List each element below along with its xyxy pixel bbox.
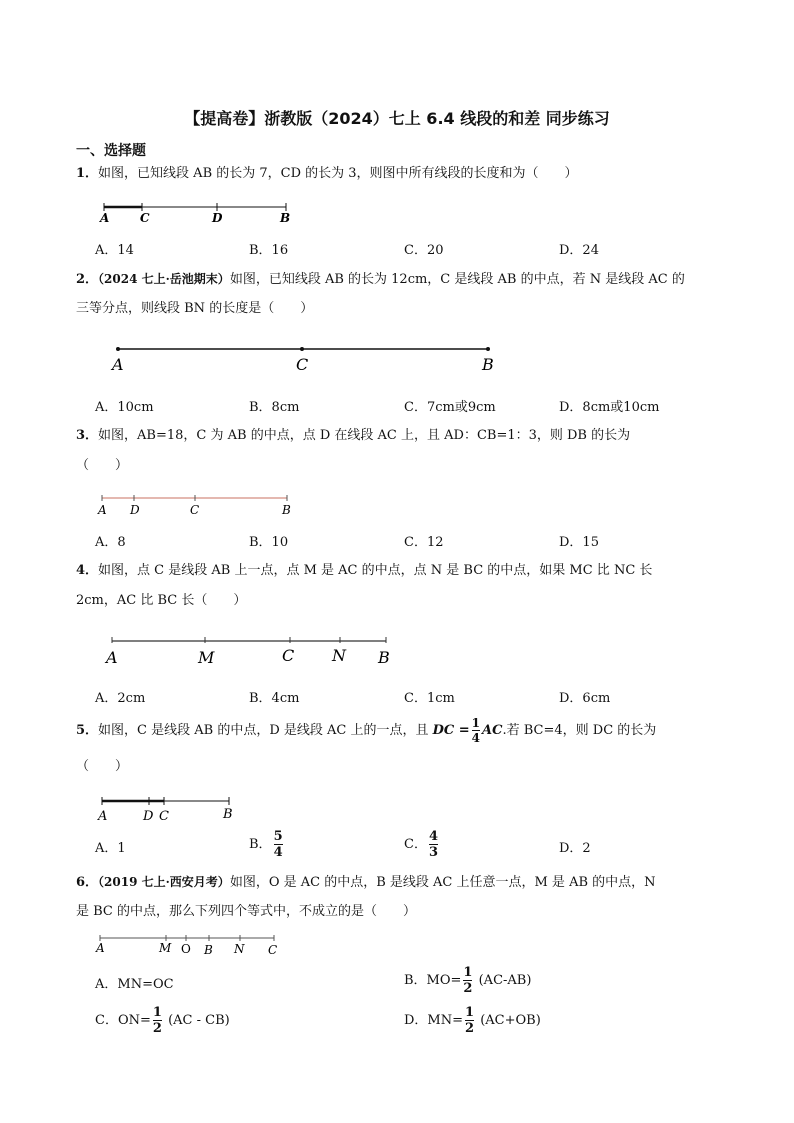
point-label-a: A (98, 503, 107, 517)
fraction-one-half (465, 1006, 474, 1035)
option-d[interactable]: D．2 (559, 841, 591, 856)
option-c[interactable]: C．20 (404, 243, 444, 258)
question-text: 如图，AB=18，C 为 AB 的中点，点 D 在线段 AC 上，且 AD：CB=1：3，则 DB 的长为 (98, 428, 631, 443)
option-prefix: B． (249, 837, 272, 852)
question-4 (76, 561, 652, 581)
option-c[interactable]: C．7cm或9cm (404, 400, 496, 415)
fraction-numerator: 1 (152, 1005, 162, 1020)
point-label-n: N (332, 646, 346, 665)
option-prefix: D．MN= (404, 1013, 464, 1028)
q4-figure (102, 633, 402, 667)
option-b[interactable]: B．4cm (249, 691, 300, 706)
question-2-line-2: 三等分点，则线段 BN 的长度是（ ） (76, 301, 314, 316)
question-text: 如图，C 是线段 AB 的中点，D 是线段 AC 上的一点，且 (98, 723, 433, 738)
question-number: 3． (76, 428, 99, 443)
option-c[interactable]: C．12 (404, 535, 444, 550)
q1-figure (96, 198, 306, 226)
point-label-b: B (482, 355, 494, 374)
option-a[interactable]: A．MN=OC (95, 977, 174, 992)
option-prefix: B．MO= (404, 973, 462, 988)
fraction-numerator: 1 (465, 1005, 475, 1020)
fraction-one-quarter (472, 717, 480, 744)
fraction-denominator: 3 (428, 845, 438, 860)
point-label-c: C (159, 809, 169, 823)
fraction-denominator: 2 (465, 1021, 475, 1036)
fraction-one-half (153, 1006, 162, 1035)
option-d[interactable] (404, 1004, 541, 1038)
point-label-b: B (223, 807, 233, 822)
question-6-line-2: 是 BC 的中点，那么下列四个等式中，不成立的是（ ） (76, 904, 417, 919)
option-d[interactable]: D．8cm或10cm (559, 400, 660, 415)
question-3 (76, 426, 630, 446)
point-label-d: D (212, 211, 223, 225)
option-d[interactable]: D．24 (559, 243, 599, 258)
point-label-d: D (130, 503, 140, 517)
option-prefix: C．ON= (95, 1013, 151, 1028)
point-label-a: A (112, 355, 124, 374)
question-5 (76, 716, 656, 746)
point-label-a: A (106, 648, 118, 667)
fraction-numerator: 4 (428, 829, 438, 844)
question-6 (76, 872, 656, 893)
point-label-b: B (282, 503, 291, 517)
point-label-b: B (378, 648, 390, 667)
question-source: （2019 七上·西安月考） (98, 875, 230, 889)
question-text: 如图，O 是 AC 的中点，B 是线段 AC 上任意一点，M 是 AB 的中点，N (229, 875, 656, 890)
point-label-n: N (234, 942, 245, 956)
question-4-line-2: 2cm，AC 比 BC 长（ ） (76, 593, 247, 608)
fraction-denominator: 4 (273, 845, 283, 860)
fraction-denominator: 2 (463, 981, 473, 996)
fraction-numerator: 1 (471, 716, 481, 730)
question-1 (76, 164, 578, 184)
point-label-c: C (282, 646, 295, 665)
question-2 (76, 269, 685, 290)
q3-figure (94, 492, 304, 518)
question-text-tail: .若 BC=4，则 DC 的长为 (502, 723, 657, 738)
option-expression: (AC+OB) (480, 1013, 541, 1028)
fraction-four-thirds (429, 830, 438, 859)
option-b[interactable] (249, 828, 285, 862)
question-number: 2． (76, 272, 99, 287)
point-label-o: O (181, 942, 191, 956)
option-a[interactable]: A．2cm (95, 691, 146, 706)
option-c[interactable]: C．1cm (404, 691, 455, 706)
point-a (116, 347, 120, 351)
point-label-m: M (159, 941, 172, 955)
point-label-a: A (96, 941, 105, 955)
point-label-d: D (143, 809, 154, 823)
fraction-five-quarters (274, 830, 283, 859)
option-b[interactable]: B．16 (249, 243, 289, 258)
section-heading: 一、选择题 (76, 143, 146, 159)
point-label-c: C (268, 943, 278, 957)
fraction-one-half (463, 966, 472, 995)
option-a[interactable]: A．8 (95, 535, 126, 550)
option-a[interactable]: A．14 (95, 243, 134, 258)
option-d[interactable]: D．15 (559, 535, 599, 550)
fraction-denominator: 2 (152, 1021, 162, 1036)
option-a[interactable]: A．1 (95, 841, 126, 856)
option-a[interactable]: A．10cm (95, 400, 154, 415)
option-prefix: C． (404, 837, 427, 852)
question-source: （2024 七上·岳池期末） (98, 272, 230, 286)
point-label-m: M (198, 648, 215, 667)
option-b[interactable] (404, 964, 531, 998)
point-label-c: C (140, 211, 150, 225)
point-label-b: B (204, 943, 213, 957)
fraction-numerator: 5 (273, 829, 283, 844)
point-label-b: B (280, 211, 291, 225)
point-label-a: A (98, 809, 108, 823)
q5-figure (94, 795, 244, 823)
question-number: 6． (76, 875, 99, 890)
option-d[interactable]: D．6cm (559, 691, 611, 706)
question-text: 如图，已知线段 AB 的长为 7，CD 的长为 3，则图中所有线段的长度和为（ ） (98, 166, 578, 181)
option-c[interactable] (95, 1004, 230, 1038)
point-c (300, 347, 304, 351)
option-b[interactable]: B．8cm (249, 400, 300, 415)
option-expression: (AC - CB) (168, 1013, 230, 1028)
page-title: 【提高卷】浙教版（2024）七上 6.4 线段的和差 同步练习 (184, 109, 610, 128)
q2-figure (106, 342, 506, 376)
point-label-a: A (100, 211, 110, 225)
point-b (486, 347, 490, 351)
option-expression: (AC-AB) (478, 973, 532, 988)
question-text: 如图，已知线段 AB 的长为 12cm，C 是线段 AB 的中点，若 N 是线段 AC 的 (229, 272, 685, 287)
question-number: 4． (76, 563, 99, 578)
formula-lhs: DC = (432, 723, 470, 738)
point-label-c: C (296, 355, 309, 374)
question-text: 如图，点 C 是线段 AB 上一点，点 M 是 AC 的中点，点 N 是 BC 的中点，如果 MC 比 NC 长 (98, 563, 653, 578)
question-3-line-2: （ ） (76, 458, 129, 473)
option-c[interactable] (404, 828, 440, 862)
question-5-line-2: （ ） (76, 759, 129, 774)
question-number: 1． (76, 166, 99, 181)
fraction-denominator: 4 (471, 731, 481, 745)
fraction-numerator: 1 (463, 965, 473, 980)
formula-rhs: AC (482, 723, 503, 738)
q6-figure (92, 932, 292, 958)
point-label-c: C (190, 503, 200, 517)
question-number: 5． (76, 723, 99, 738)
option-b[interactable]: B．10 (249, 535, 289, 550)
